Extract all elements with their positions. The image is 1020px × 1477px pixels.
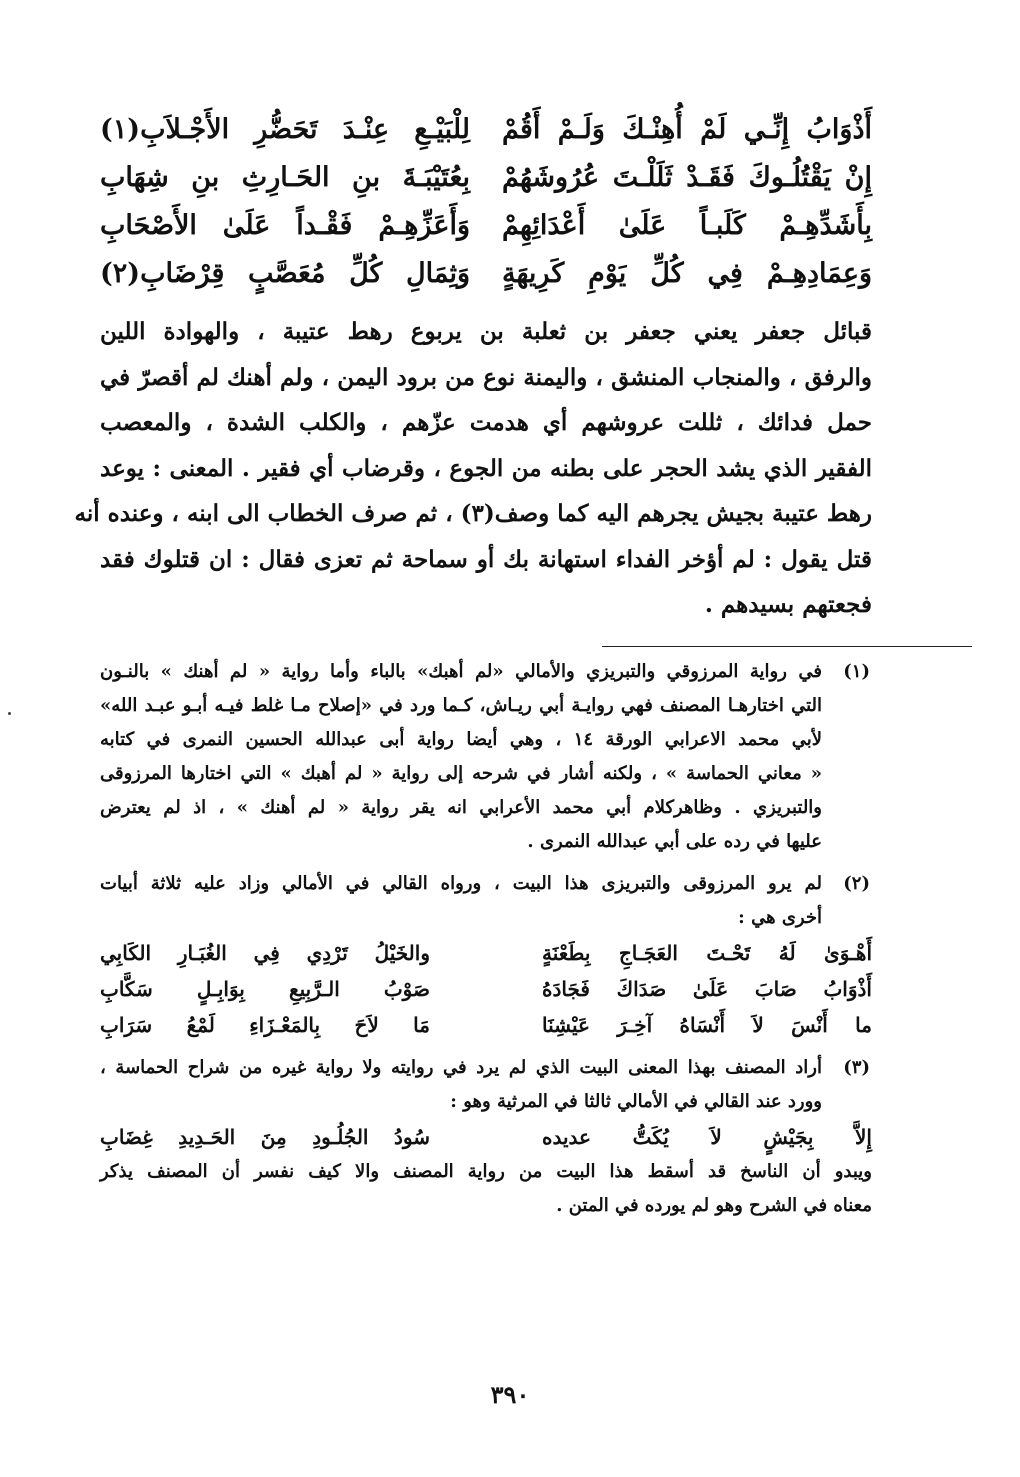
- verse-second-hemistich: لِلْبَيْـعِ عِنْـدَ تَحَضُّرِ الأَجْـلاَبِ(١): [100, 113, 470, 145]
- verse-first-hemistich: إِنْ يَقْتُلُـوكَ فَقَـدْ ثَلَلْـتَ عُرُوشَهُمْ: [502, 161, 872, 193]
- footnote-verse-second: مَا لاَحَ بِالمَعْـزَاءِ لَمْعُ سَرَابِ: [100, 1012, 430, 1037]
- scan-speck: [8, 712, 11, 715]
- footnote-body: [100, 655, 822, 859]
- verse-second-hemistich: وَأَعَزِّهِـمْ فَقْـداً عَلَىٰ الأَصْحَابِ: [100, 209, 470, 241]
- commentary-line: قبائل جعفر يعني جعفر بن ثعلبة بن يربوع رهط عتيبة ، والهوادة اللين: [100, 318, 872, 345]
- verse-line: [100, 153, 872, 201]
- commentary-line: رهط عتيبة بجيش يجرهم اليه كما وصف(٣) ، ثم صرف الخطاب الى ابنه ، وعنده أنه: [74, 500, 872, 527]
- footnote-line: في رواية المرزوقي والتبريزي والأمالي «لم أهبك» بالباء وأما رواية « لم أهنك » بالنـون: [100, 660, 822, 682]
- footnote-verse-line: [100, 1119, 872, 1155]
- footnote-verse-first: أَذْوَابُ صَابَ عَلَىٰ صَدَاكَ فَجَادَهُ: [542, 976, 872, 1001]
- footnote-line: والتبريزي . وظاهركلام أبي محمد الأعرابي انه يقر رواية « لم أهنك » ، اذ لم يعترض: [100, 796, 822, 818]
- footnote-verse-second: صَوْبُ الـرَّبِيعِ بِوَابِـلٍ سَكَّابِ: [100, 976, 430, 1001]
- footnotes: [100, 655, 872, 1223]
- footnote-line: معناه في الشرح وهو لم يورده في المتن .: [556, 1194, 872, 1216]
- footnote-verse-line: [100, 1007, 872, 1043]
- commentary-line: قتل يقول : لم أؤخر الفداء استهانة بك أو سماحة ثم تعزى فقال : ان قتلوك فقد: [100, 545, 872, 573]
- verse-first-hemistich: بِأَشَدِّهِـمْ كَلَبـاً عَلَىٰ أَعْدَائِهِمْ: [502, 209, 872, 241]
- verse-line: [100, 249, 872, 297]
- footnote-verse-first: ما أَنْسَ لاَ أَنْسَاهُ آخِـرَ عَيْشِنَا: [542, 1012, 872, 1037]
- footnote-continuation-body: [100, 1155, 872, 1223]
- footnote-verse-first: إِلاَّ بِجَيْشٍ لاَ يُكَتُّ عديده: [542, 1124, 872, 1149]
- commentary-text: [74, 309, 872, 628]
- footnote-line: لم يرو المرزوقى والتبريزى هذا البيت ، ورواه القالي في الأمالي وزاد عليه ثلاثة أبيات: [100, 872, 822, 894]
- footnote-body: [100, 867, 822, 935]
- book-page: [74, 105, 872, 1445]
- footnote-line: وورد عند القالي في الأمالي ثالثا في المرثية وهو :: [450, 1090, 822, 1112]
- footnote-line: التي اختارهـا المصنف فهي روايـة أبي ريـاش، كـما ورد في «إصلاح مـا غلط فيـه أبـو عبـد الله»: [100, 694, 822, 716]
- footnote-verse-line: [100, 971, 872, 1007]
- footnote-verse-first: أَهْـوَىٰ لَهُ تَحْـتَ العَجَـاجِ بِطَعْنَةٍ: [542, 940, 872, 965]
- footnote-number: (٣): [843, 1056, 870, 1078]
- footnote-line: عليها في رده على أبي عبدالله النمرى .: [527, 830, 822, 852]
- footnote-number: (١): [843, 660, 870, 682]
- footnote-separator: [602, 646, 972, 647]
- footnote-continuation: [100, 1155, 872, 1223]
- commentary-line: والرفق ، والمنجاب المنشق ، واليمنة نوع من برود اليمن ، ولم أهنك لم أقصرّ في: [100, 363, 872, 391]
- verse-first-hemistich: أَذْوَابُ إِنِّـي لَمْ أُهِنْـكَ وَلَـمْ أَقُمْ: [502, 113, 872, 145]
- footnote-line: « معاني الحماسة » ، ولكنه أشار في شرحه إلى رواية « لم أهبك » التي اختارها المرزوقى: [100, 762, 822, 784]
- footnote-verse-second: والخَيْلُ تَرْدِي فِي الغُبَـارِ الكَابِي: [100, 940, 430, 965]
- commentary-line: فجعتهم بسيدهم .: [704, 591, 872, 618]
- footnote-verse-line: [100, 935, 872, 971]
- verse-second-hemistich: وَثِمَالِ كُلِّ مُعَصَّبٍ قِرْضَابِ(٢): [100, 257, 470, 289]
- footnote: [100, 867, 872, 935]
- commentary-line: حمل فدائك ، ثللت عروشهم أي هدمت عزّهم ، والكلب الشدة ، والمعصب: [100, 409, 872, 436]
- footnote-line: أراد المصنف بهذا المعنى البيت الذي لم يرد في روايته ولا رواية غيره من شراح الحماسة ،: [100, 1056, 822, 1078]
- commentary-line: الفقير الذي يشد الحجر على بطنه من الجوع ، وقرضاب أي فقير . المعنى : يوعد: [100, 454, 872, 482]
- verse-second-hemistich: بِعُتَيْبَـةَ بنِ الحَـارِثِ بنِ شِهَابِ: [100, 161, 470, 193]
- footnote-line: ويبدو أن الناسخ قد أسقط هذا البيت من رواية المصنف والا كيف نفسر أن المصنف يذكر: [100, 1160, 872, 1182]
- poem-verses: [100, 105, 872, 297]
- verse-line: [100, 105, 872, 153]
- footnote-verse-second: سُودُ الجُلُـودِ مِنَ الحَـدِيدِ غِضَابِ: [100, 1124, 430, 1149]
- verse-first-hemistich: وَعِمَادِهِـمْ فِي كُلِّ يَوْمِ كَرِيهَةٍ: [502, 257, 872, 289]
- footnote-number: (٢): [843, 872, 870, 894]
- footnote-line: لأبي محمد الاعرابي الورقة ١٤ ، وهي أيضا رواية أبى عبدالله الحسين النمرى في كتابه: [100, 728, 822, 750]
- footnote-body: [100, 1051, 822, 1119]
- footnote: [100, 655, 872, 859]
- page-number: ٣٩٠: [490, 1380, 530, 1409]
- verse-line: [100, 201, 872, 249]
- footnote-line: أخرى هي :: [738, 906, 822, 928]
- footnote: [100, 1051, 872, 1119]
